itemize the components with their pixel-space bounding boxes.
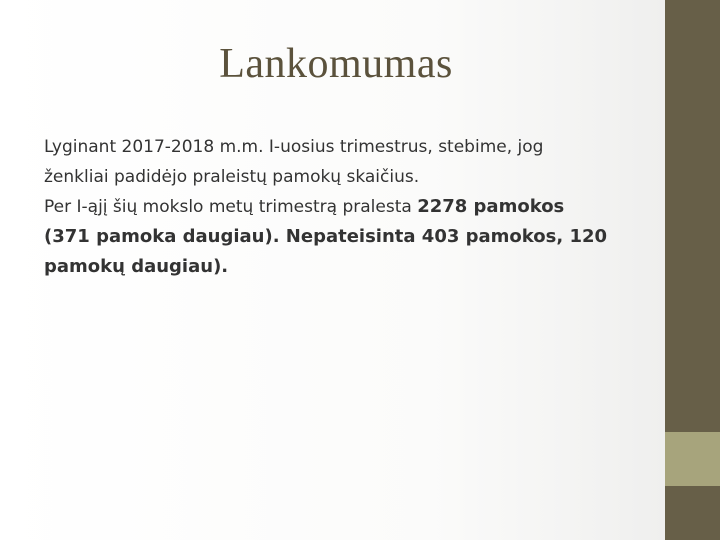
body-line-3: [44, 192, 644, 222]
slide-body: [44, 132, 644, 282]
slide-title: Lankomumas: [219, 41, 453, 87]
body-line-1: Lyginant 2017-2018 m.m. I-uosius trimestrus, stebime, jog: [44, 137, 544, 157]
body-line-4: (371 pamoka daugiau). Nepateisinta 403 pamokos, 120: [44, 226, 608, 247]
body-line-3-text: Per I-ąjį šių mokslo metų trimestrą pralesta: [44, 197, 412, 217]
body-line-2: ženkliai padidėjo praleistų pamokų skaičius.: [44, 167, 420, 187]
right-accent-block: [665, 432, 720, 486]
body-line-5: pamokų daugiau).: [44, 256, 229, 277]
body-line-3-bold-count: 2278 pamokos: [417, 196, 565, 217]
